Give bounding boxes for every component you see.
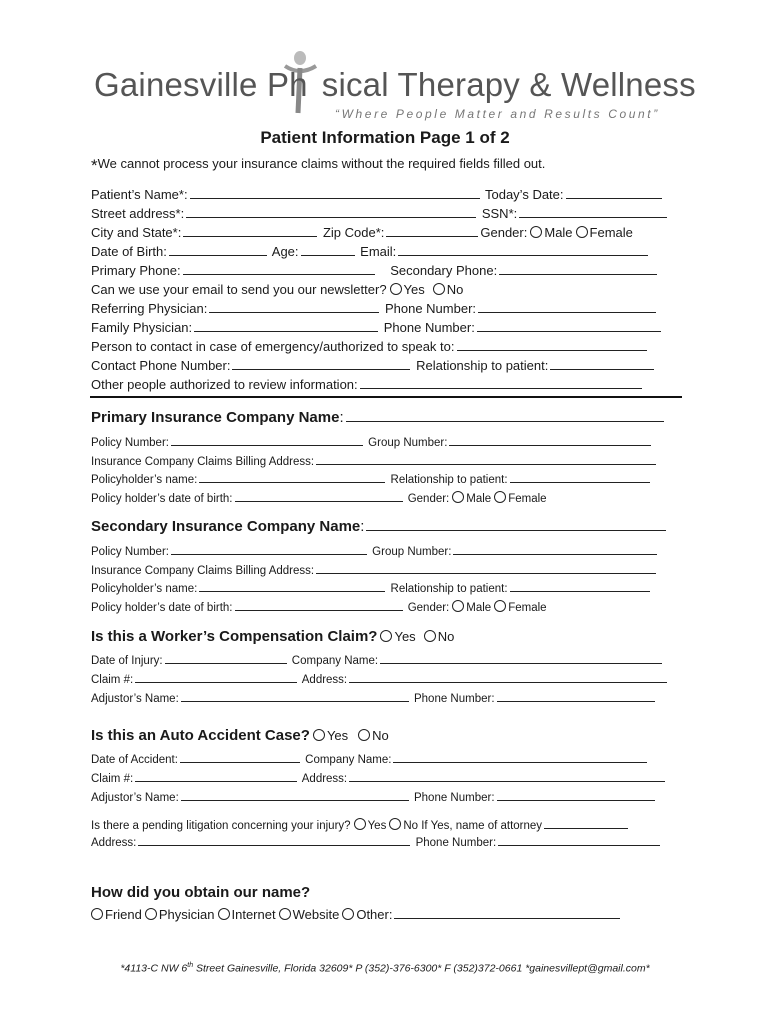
auto-claim-field[interactable] [135, 770, 297, 782]
auto-company-field[interactable] [393, 751, 647, 763]
secondary-male-radio[interactable] [452, 600, 464, 612]
workers-comp-yes-radio[interactable] [380, 630, 392, 642]
primary-relationship-field[interactable] [510, 471, 650, 483]
secondary-relationship-field[interactable] [510, 580, 650, 592]
workers-comp-adjustor-field[interactable] [181, 690, 409, 702]
injury-date-row: Date of Injury: Company Name: [91, 652, 664, 667]
auto-adjustor-field[interactable] [181, 789, 409, 801]
auto-claim-row: Claim #: Address: [91, 770, 667, 785]
secondary-holder-dob-row: Policy holder’s date of birth: Gender: Male Female [91, 599, 547, 614]
tagline: “Where People Matter and Results Count” [335, 107, 660, 121]
workers-comp-company-field[interactable] [380, 652, 662, 664]
workers-comp-claim-row: Claim #: Address: [91, 671, 669, 686]
family-physician-field[interactable] [194, 320, 378, 332]
city-state-field[interactable] [183, 225, 317, 237]
primary-male-radio[interactable] [452, 491, 464, 503]
required-note: *We cannot process your insurance claims without the required fields filled out. [91, 156, 546, 175]
primary-policy-row: Policy Number: Group Number: [91, 434, 653, 449]
emergency-contact-field[interactable] [457, 339, 647, 351]
primary-female-radio[interactable] [494, 491, 506, 503]
workers-comp-claim-field[interactable] [135, 671, 297, 683]
contact-phone-row: Contact Phone Number: Relationship to patient: [91, 358, 656, 373]
referral-other-radio[interactable] [342, 908, 354, 920]
accident-date-row: Date of Accident: Company Name: [91, 751, 649, 766]
referring-row: Referring Physician: Phone Number: [91, 301, 658, 316]
workers-comp-address-field[interactable] [349, 671, 667, 683]
workers-comp-adjustor-row: Adjustor’s Name: Phone Number: [91, 690, 657, 705]
phone-row: Primary Phone: Secondary Phone: [91, 263, 659, 278]
street-row: Street address*: SSN*: [91, 206, 669, 221]
auto-accident-yes-radio[interactable] [313, 729, 325, 741]
secondary-claims-address-field[interactable] [316, 562, 656, 574]
family-row: Family Physician: Phone Number: [91, 320, 663, 335]
secondary-claims-row: Insurance Company Claims Billing Address: [91, 562, 658, 577]
referral-friend-radio[interactable] [91, 908, 103, 920]
referring-phone-field[interactable] [478, 301, 656, 313]
ssn-field[interactable] [519, 206, 667, 218]
primary-group-field[interactable] [449, 434, 651, 446]
attorney-address-row: Address: Phone Number: [91, 834, 662, 849]
primary-holder-dob-field[interactable] [235, 490, 403, 502]
secondary-group-field[interactable] [453, 543, 657, 555]
secondary-holder-name-field[interactable] [199, 580, 385, 592]
primary-insurance-heading: Primary Insurance Company Name: [91, 409, 666, 426]
secondary-insurance-name-field[interactable] [366, 519, 666, 531]
primary-claims-address-field[interactable] [316, 453, 656, 465]
other-people-field[interactable] [360, 377, 642, 389]
secondary-holder-row: Policyholder’s name: Relationship to patient: [91, 580, 652, 595]
section-divider [90, 396, 682, 398]
city-row: City and State*: Zip Code*: Gender: Male Female [91, 225, 633, 240]
secondary-phone-field[interactable] [499, 263, 657, 275]
litigation-row: Is there a pending litigation concerning your injury? Yes No If Yes, name of attorney [91, 817, 630, 832]
primary-claims-row: Insurance Company Claims Billing Address: [91, 453, 658, 468]
newsletter-yes-radio[interactable] [390, 283, 402, 295]
dob-row: Date of Birth: Age: Email: [91, 244, 650, 259]
footer-address: *4113-C NW 6th Street Gainesville, Florida 32609* P (352)-376-6300* F (352)372-0661 *gainesvillept@gmail.com* [120, 962, 650, 975]
workers-comp-heading: Is this a Worker’s Compensation Claim? Yes No [91, 628, 455, 645]
contact-relationship-field[interactable] [550, 358, 654, 370]
patient-name-field[interactable] [190, 187, 480, 199]
attorney-address-field[interactable] [138, 834, 410, 846]
litigation-no-radio[interactable] [389, 818, 401, 830]
auto-adjustor-row: Adjustor’s Name: Phone Number: [91, 789, 657, 804]
referral-website-radio[interactable] [279, 908, 291, 920]
other-people-row: Other people authorized to review information: [91, 377, 644, 392]
referral-other-field[interactable] [394, 907, 620, 919]
todays-date-field[interactable] [566, 187, 662, 199]
email-field[interactable] [398, 244, 648, 256]
auto-accident-no-radio[interactable] [358, 729, 370, 741]
family-phone-field[interactable] [477, 320, 661, 332]
page-title: Patient Information Page 1 of 2 [260, 128, 510, 147]
street-field[interactable] [186, 206, 476, 218]
litigation-yes-radio[interactable] [354, 818, 366, 830]
workers-comp-no-radio[interactable] [424, 630, 436, 642]
accident-date-field[interactable] [180, 751, 300, 763]
gender-male-radio[interactable] [530, 226, 542, 238]
injury-date-field[interactable] [165, 652, 287, 664]
primary-policy-field[interactable] [171, 434, 363, 446]
emergency-row: Person to contact in case of emergency/authorized to speak to: [91, 339, 649, 354]
primary-phone-field[interactable] [183, 263, 375, 275]
gender-female-radio[interactable] [576, 226, 588, 238]
secondary-policy-field[interactable] [171, 543, 367, 555]
secondary-holder-dob-field[interactable] [235, 599, 403, 611]
primary-holder-row: Policyholder’s name: Relationship to patient: [91, 471, 652, 486]
referral-heading: How did you obtain our name? [91, 884, 311, 901]
referral-internet-radio[interactable] [218, 908, 230, 920]
attorney-name-field[interactable] [544, 817, 628, 829]
logo-text: Gainesville Ph sical Therapy & Wellness [94, 66, 696, 103]
primary-insurance-name-field[interactable] [346, 410, 664, 422]
age-field[interactable] [301, 244, 355, 256]
workers-comp-phone-field[interactable] [497, 690, 655, 702]
secondary-female-radio[interactable] [494, 600, 506, 612]
secondary-policy-row: Policy Number: Group Number: [91, 543, 659, 558]
newsletter-no-radio[interactable] [433, 283, 445, 295]
dob-field[interactable] [169, 244, 267, 256]
referral-physician-radio[interactable] [145, 908, 157, 920]
primary-holder-dob-row: Policy holder’s date of birth: Gender: Male Female [91, 490, 547, 505]
attorney-phone-field[interactable] [498, 834, 660, 846]
secondary-insurance-heading: Secondary Insurance Company Name: [91, 518, 668, 535]
auto-address-field[interactable] [349, 770, 665, 782]
newsletter-row: Can we use your email to send you our newsletter? Yes No [91, 282, 464, 297]
auto-accident-heading: Is this an Auto Accident Case? Yes No [91, 727, 389, 744]
patient-name-row: Patient’s Name*: Today’s Date: [91, 187, 664, 202]
referral-options-row: Friend Physician Internet Website Other: [88, 907, 622, 922]
primary-holder-name-field[interactable] [199, 471, 385, 483]
referring-physician-field[interactable] [209, 301, 379, 313]
auto-phone-field[interactable] [497, 789, 655, 801]
zip-field[interactable] [386, 225, 478, 237]
contact-phone-field[interactable] [232, 358, 410, 370]
